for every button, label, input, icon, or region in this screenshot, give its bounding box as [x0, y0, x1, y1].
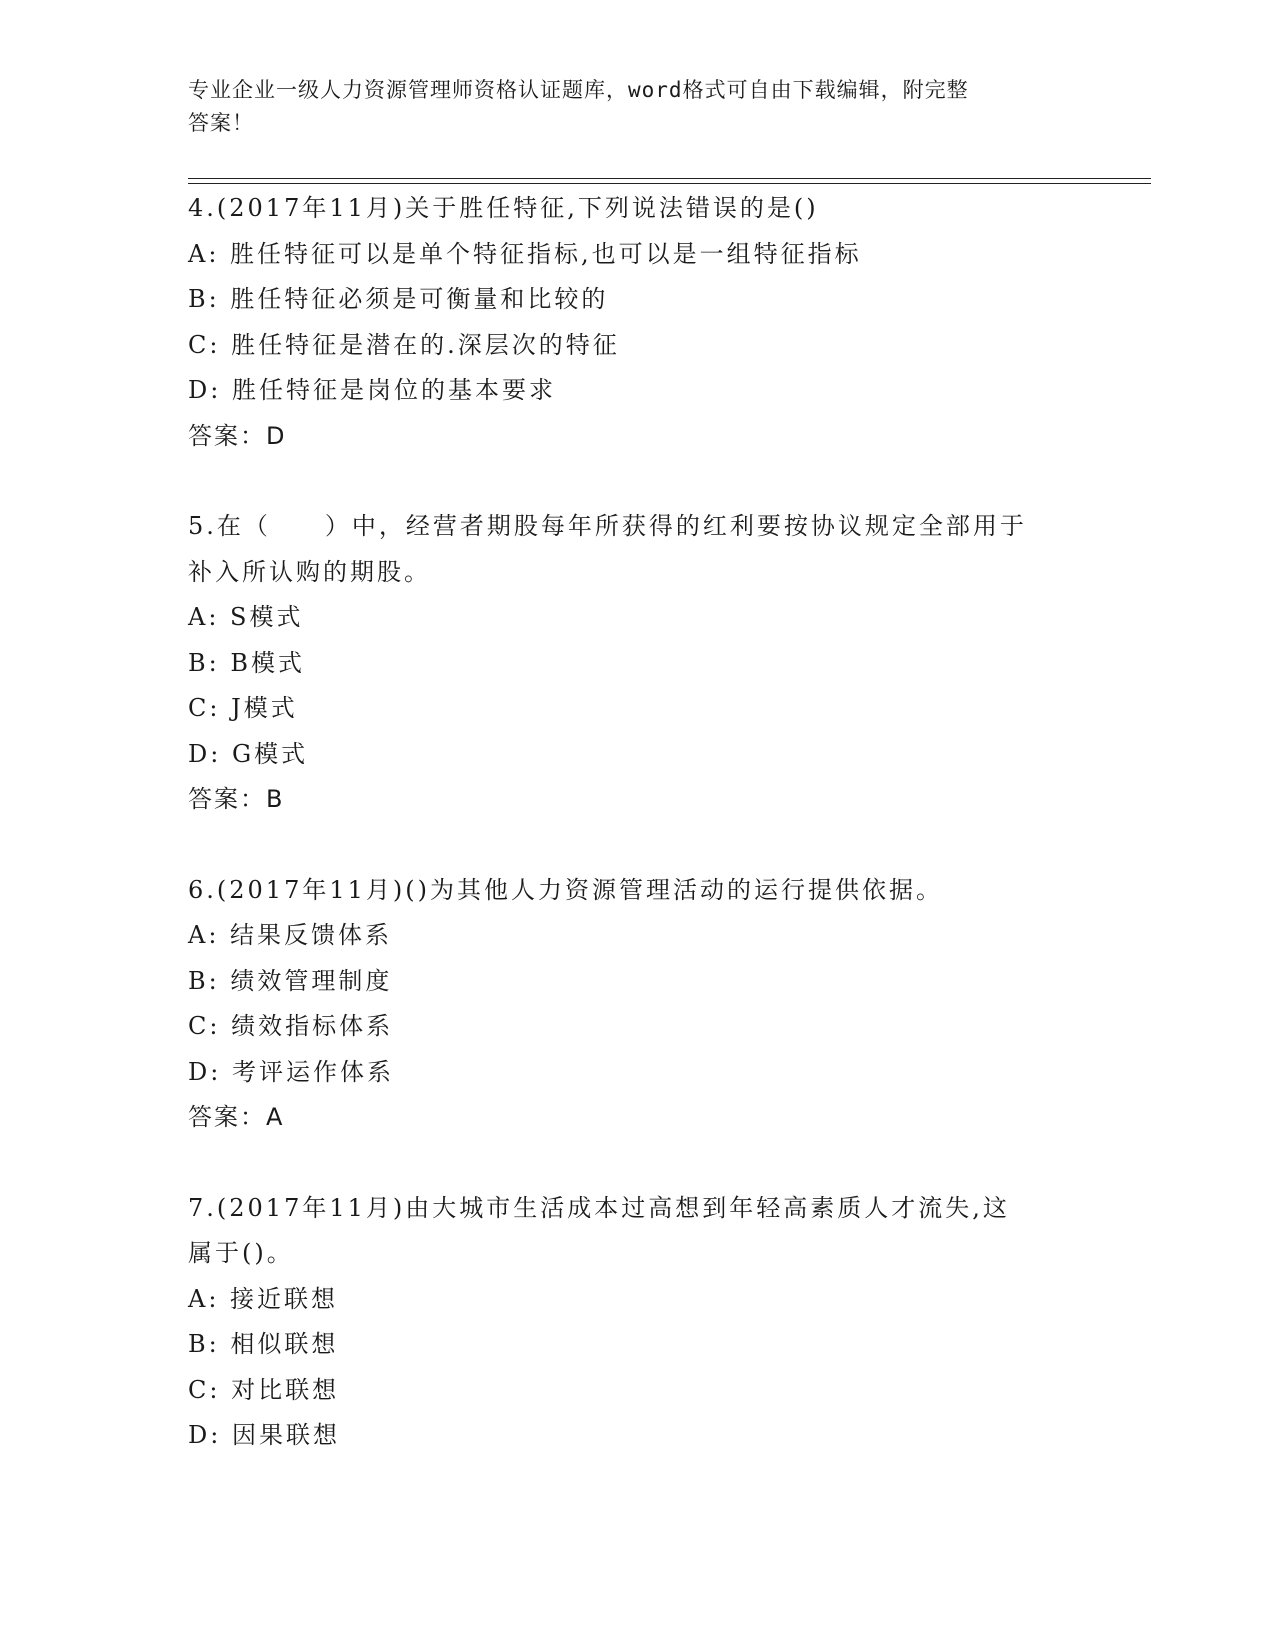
option-a: A: 胜任特征可以是单个特征指标,也可以是一组特征指标	[188, 239, 862, 268]
question-stem: 7.(2017年11月)由大城市生活成本过高想到年轻高素质人才流失,这	[188, 1193, 1010, 1222]
question-stem: 5.在（ ）中，经营者期股每年所获得的红利要按协议规定全部用于	[188, 512, 1027, 540]
header-divider-bottom	[188, 183, 1151, 184]
header-divider-top	[188, 178, 1151, 179]
answer: 答案：B	[188, 785, 285, 813]
header-line-2: 答案！	[188, 111, 254, 135]
document-header	[188, 74, 1068, 140]
question-list	[188, 186, 1088, 1459]
header-line-1: 专业企业一级人力资源管理师资格认证题库，word格式可自由下载编辑，附完整	[188, 78, 969, 102]
option-b: B: 相似联想	[188, 1330, 339, 1358]
answer: 答案：D	[188, 421, 287, 450]
option-d: D: G模式	[188, 739, 309, 768]
option-b: B: 胜任特征必须是可衡量和比较的	[188, 285, 609, 313]
option-b: B: B模式	[188, 648, 305, 677]
question-block	[188, 1186, 1088, 1459]
option-c: C: 绩效指标体系	[188, 1012, 394, 1040]
option-c: C: J模式	[188, 694, 298, 722]
answer: 答案：A	[188, 1103, 285, 1131]
question-block	[188, 504, 1088, 823]
option-d: D: 胜任特征是岗位的基本要求	[188, 376, 556, 404]
option-d: D: 因果联想	[188, 1421, 340, 1449]
option-c: C: 对比联想	[188, 1375, 340, 1404]
option-a: A: S模式	[188, 603, 304, 631]
option-b: B: 绩效管理制度	[188, 966, 393, 995]
option-c: C: 胜任特征是潜在的.深层次的特征	[188, 330, 620, 359]
question-stem: 4.(2017年11月)关于胜任特征,下列说法错误的是()	[188, 194, 819, 222]
question-stem: 6.(2017年11月)()为其他人力资源管理活动的运行提供依据。	[188, 875, 943, 904]
option-a: A: 接近联想	[188, 1284, 339, 1313]
question-stem-continued: 补入所认购的期股。	[188, 557, 431, 586]
question-block	[188, 868, 1088, 1141]
option-a: A: 结果反馈体系	[188, 921, 393, 949]
question-stem-continued: 属于()。	[188, 1239, 294, 1267]
question-block	[188, 186, 1088, 459]
option-d: D: 考评运作体系	[188, 1057, 394, 1086]
